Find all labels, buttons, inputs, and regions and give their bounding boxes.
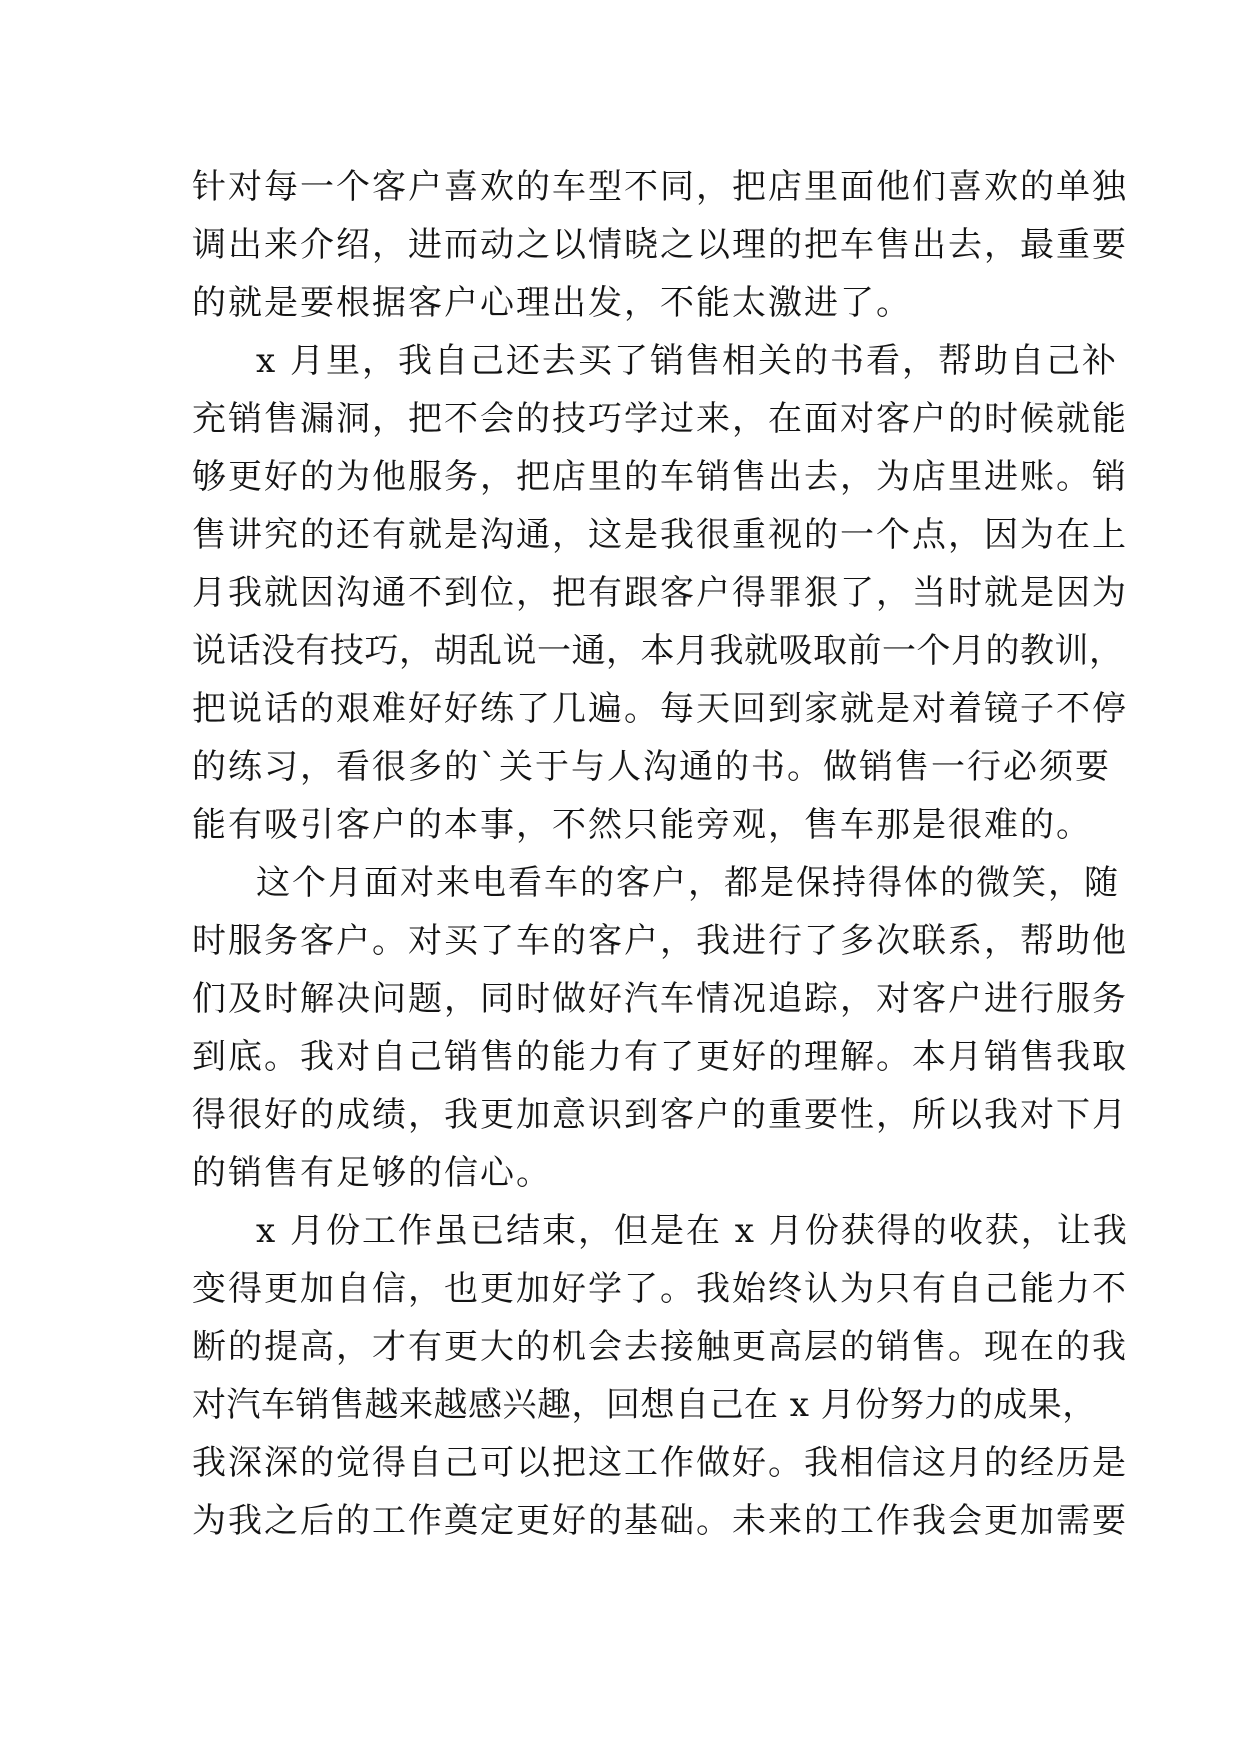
text-line: 为我之后的工作奠定更好的基础。未来的工作我会更加需要 <box>192 1501 1128 1541</box>
text-line: 够更好的为他服务，把店里的车销售出去，为店里进账。销 <box>192 457 1128 497</box>
text-line: 说话没有技巧，胡乱说一通，本月我就吸取前一个月的教训， <box>192 631 1124 671</box>
text-line: x 月里，我自己还去买了销售相关的书看，帮助自己补 <box>256 341 1118 381</box>
paragraph-1 <box>192 158 1128 332</box>
text-line: x 月份工作虽已结束，但是在 x 月份获得的收获，让我 <box>256 1211 1129 1251</box>
text-line: 我深深的觉得自己可以把这工作做好。我相信这月的经历是 <box>192 1443 1128 1483</box>
text-line: 针对每一个客户喜欢的车型不同，把店里面他们喜欢的单独 <box>192 167 1128 207</box>
text-line: 调出来介绍，进而动之以情晓之以理的把车售出去，最重要 <box>192 225 1128 265</box>
text-line: 充销售漏洞，把不会的技巧学过来，在面对客户的时候就能 <box>192 399 1128 439</box>
text-line: 月我就因沟通不到位，把有跟客户得罪狠了，当时就是因为 <box>192 573 1128 613</box>
text-line: 得很好的成绩，我更加意识到客户的重要性，所以我对下月 <box>192 1095 1128 1135</box>
paragraph-3 <box>192 854 1128 1202</box>
text-line: 能有吸引客户的本事，不然只能旁观，售车那是很难的。 <box>192 805 1092 845</box>
text-line: 对汽车销售越来越感兴趣，回想自己在 x 月份努力的成果， <box>192 1385 1097 1425</box>
text-line: 的练习，看很多的`关于与人沟通的书。做销售一行必须要 <box>192 747 1111 787</box>
text-line: 把说话的艰难好好练了几遍。每天回到家就是对着镜子不停 <box>192 689 1128 729</box>
text-line: 变得更加自信，也更加好学了。我始终认为只有自己能力不 <box>192 1269 1128 1309</box>
text-line: 这个月面对来电看车的客户，都是保持得体的微笑，随 <box>256 863 1120 903</box>
text-line: 的销售有足够的信心。 <box>192 1153 552 1193</box>
text-line: 到底。我对自己销售的能力有了更好的理解。本月销售我取 <box>192 1037 1128 1077</box>
text-line: 时服务客户。对买了车的客户，我进行了多次联系，帮助他 <box>192 921 1128 961</box>
text-line: 售讲究的还有就是沟通，这是我很重视的一个点，因为在上 <box>192 515 1128 555</box>
document-body <box>192 158 1129 1550</box>
text-line: 的就是要根据客户心理出发，不能太激进了。 <box>192 283 912 323</box>
paragraph-4 <box>192 1202 1129 1550</box>
paragraph-2 <box>192 332 1128 854</box>
text-line: 们及时解决问题，同时做好汽车情况追踪，对客户进行服务 <box>192 979 1128 1019</box>
text-line: 断的提高，才有更大的机会去接触更高层的销售。现在的我 <box>192 1327 1128 1367</box>
